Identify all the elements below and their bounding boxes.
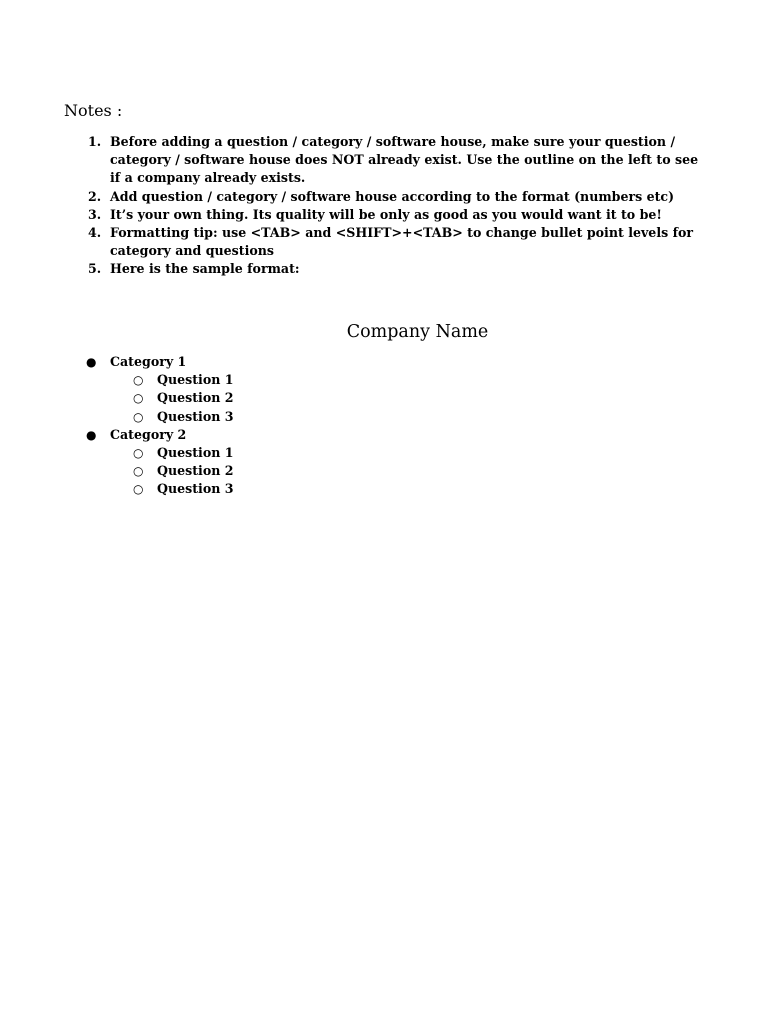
hollow-bullet-icon: ○ xyxy=(133,373,144,388)
category-item xyxy=(64,426,234,499)
hollow-bullet-icon: ○ xyxy=(133,482,144,497)
list-item-text: Here is the sample format: xyxy=(110,261,300,277)
hollow-bullet-icon: ○ xyxy=(133,391,144,406)
question-label: Question 3 xyxy=(157,481,234,497)
category-item xyxy=(64,353,234,426)
question-item xyxy=(110,462,234,480)
list-number: 3. xyxy=(88,206,102,222)
question-item xyxy=(110,408,234,426)
question-label: Question 1 xyxy=(157,372,234,388)
question-item xyxy=(110,480,234,498)
question-label: Question 3 xyxy=(157,408,234,424)
list-number: 5. xyxy=(88,261,102,277)
bullet-icon: ● xyxy=(86,427,97,442)
question-label: Question 2 xyxy=(157,390,234,406)
question-item xyxy=(110,389,234,407)
company-name-heading: Company Name xyxy=(346,322,489,342)
notes-list-item xyxy=(64,133,704,188)
hollow-bullet-icon: ○ xyxy=(133,464,144,479)
category-label: Category 1 xyxy=(110,354,187,369)
notes-list-item xyxy=(64,224,704,260)
list-number: 2. xyxy=(88,188,102,204)
category-label: Category 2 xyxy=(110,426,187,442)
bullet-icon: ● xyxy=(86,355,97,369)
list-item-text: Add question / category / software house according to the format (numbers etc) xyxy=(110,188,675,204)
list-number: 1. xyxy=(88,134,102,149)
notes-list-item xyxy=(64,188,704,206)
question-item xyxy=(110,444,234,462)
hollow-bullet-icon: ○ xyxy=(133,446,144,461)
question-list xyxy=(110,444,234,499)
list-item-text: Formatting tip: use <TAB> and <SHIFT>+<TAB> to change bullet point levels for category and questions xyxy=(110,225,694,259)
question-label: Question 1 xyxy=(157,445,234,461)
notes-heading: Notes : xyxy=(64,101,123,120)
question-item xyxy=(110,371,234,389)
question-label: Question 2 xyxy=(157,463,234,479)
list-item-text: Before adding a question / category / software house, make sure your question / category / software house does NOT already exist. Use the outline on the left to see if a company already exists. xyxy=(110,134,699,186)
notes-list-item xyxy=(64,260,704,278)
list-item-text: It’s your own thing. Its quality will be only as good as you would want it to be! xyxy=(110,206,662,222)
hollow-bullet-icon: ○ xyxy=(133,409,144,424)
notes-list-item xyxy=(64,206,704,224)
question-list xyxy=(110,371,234,426)
list-number: 4. xyxy=(88,225,102,241)
category-list xyxy=(64,353,234,499)
notes-list xyxy=(64,133,704,279)
